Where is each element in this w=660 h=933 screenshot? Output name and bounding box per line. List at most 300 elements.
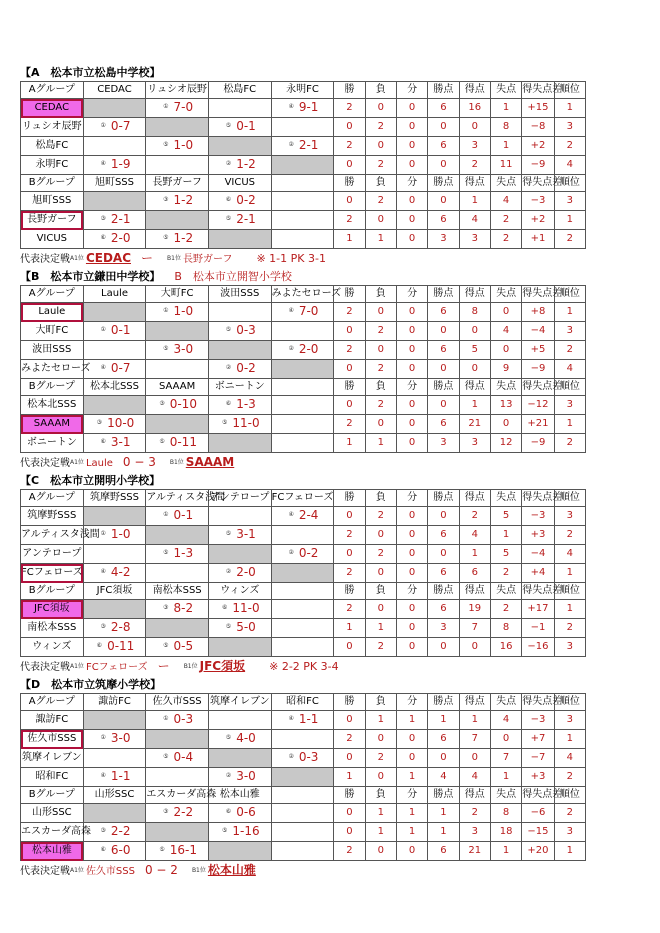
column-header: みよたセローズ [271,286,334,303]
match-score-cell [208,118,271,137]
column-header: 失点 [490,787,521,804]
column-header: 負 [365,787,396,804]
match-number: ④ [288,511,294,518]
empty-cell [271,804,334,823]
stat-cell: 6 [428,842,459,861]
column-header: 勝点 [428,694,459,711]
match-number: ③ [100,623,106,630]
self-match-cell [208,842,271,861]
match-number: ⑥ [225,196,232,203]
stat-cell: 0 [428,156,459,175]
match-number: ⑤ [225,530,232,537]
stat-cell: 2 [365,360,396,379]
column-header: ボニートン [208,379,271,396]
match-score: 0-6 [236,805,256,819]
column-header: 得点 [459,82,490,99]
column-header: 永明FC [271,82,334,99]
match-number: ⑤ [225,326,232,333]
column-header: 得失点差 [522,694,554,711]
match-score: 1-2 [173,193,194,207]
stat-cell: 0 [396,730,427,749]
stat-cell: 1 [459,396,490,415]
stat-cell: −6 [522,804,554,823]
column-header: ウィンズ [208,583,271,600]
match-score: 3-1 [236,527,256,541]
stat-cell: 1 [490,842,521,861]
table-row [21,804,586,823]
stat-cell: 5 [490,545,521,564]
match-score: 0-1 [173,508,194,522]
stat-cell: 5 [459,341,490,360]
stat-cell: 0 [334,118,365,137]
stat-cell: 4 [428,768,459,787]
stat-cell: 1 [459,192,490,211]
self-match-cell [83,303,146,322]
stat-cell: +7 [522,730,554,749]
stat-cell: 1 [490,768,521,787]
match-number: ② [225,160,232,167]
match-number: ④ [288,715,294,722]
match-score-cell [146,137,209,156]
stat-cell: +20 [522,842,554,861]
stat-cell: 0 [428,322,459,341]
stat-cell: 0 [459,749,490,768]
stat-cell: 4 [459,211,490,230]
rep-pos-a: A1位 [70,459,84,466]
match-score-cell [271,341,334,360]
stat-cell: 0 [428,638,459,657]
representative-match [20,453,640,472]
match-number: ⑤ [225,734,232,741]
stat-cell: 1 [334,230,365,249]
self-match-cell [146,823,209,842]
self-match-cell [271,564,334,583]
stat-cell: 1 [365,823,396,842]
column-header: 長野ガーフ [146,175,209,192]
match-score-cell [271,303,334,322]
match-score-cell [271,137,334,156]
column-header: 勝 [334,694,365,711]
column-header: アルティスタ浅間 [146,490,209,507]
stat-cell: 0 [334,360,365,379]
stat-cell: 3 [459,434,490,453]
stat-cell: −3 [522,711,554,730]
standings-table [20,693,586,861]
stat-cell: 1 [365,619,396,638]
match-score: 0-1 [236,119,256,133]
column-header: 失点 [490,583,521,600]
stat-cell: 7 [459,619,490,638]
match-score-cell [146,192,209,211]
stat-cell: 0 [459,360,490,379]
rep-pos-b: B1位 [169,459,184,466]
table-row [21,711,586,730]
column-header: 失点 [490,82,521,99]
rep-pos-a: A1位 [70,867,84,874]
group-label: Bグループ [21,175,84,192]
group-header-row [21,379,586,396]
column-header [271,583,334,600]
match-score-cell [146,545,209,564]
rep-score: ー [157,659,170,673]
stat-cell: 0 [365,211,396,230]
match-score-cell [83,211,146,230]
stat-cell: 3 [554,192,585,211]
column-header: FCフェローズ [271,490,334,507]
match-score-cell [146,711,209,730]
match-score: 1-3 [173,546,194,560]
stat-cell: 1 [365,804,396,823]
match-score: 11-0 [232,601,260,615]
rep-pos-b: B1位 [191,867,206,874]
stat-cell: 0 [396,526,427,545]
stat-cell: 3 [428,434,459,453]
stat-cell: 0 [365,768,396,787]
stat-cell: 2 [554,619,585,638]
match-score: 3-0 [173,342,194,356]
stat-cell: 0 [490,303,521,322]
match-score-cell [208,526,271,545]
column-header: 松島FC [208,82,271,99]
match-score-cell [146,341,209,360]
stat-cell: 1 [334,434,365,453]
team-name: 大町FC [21,322,84,341]
column-header: 昭和FC [271,694,334,711]
match-number: ⑤ [225,623,232,630]
table-row [21,768,586,787]
stat-cell: +5 [522,341,554,360]
match-score-cell [208,730,271,749]
stat-cell: 0 [396,341,427,360]
match-number: ① [163,715,169,722]
column-header: 順位 [554,175,585,192]
group-label: Aグループ [21,286,84,303]
stat-cell: 3 [459,230,490,249]
team-name: 波田SSS [21,341,84,360]
results-document [20,64,640,880]
match-score-cell [146,749,209,768]
empty-cell [83,749,146,768]
match-score: 5-0 [236,620,256,634]
team-name: Laule [21,303,84,322]
match-number: ⑥ [100,438,106,445]
table-row [21,507,586,526]
match-number: ② [288,141,294,148]
match-score: 0-4 [173,750,194,764]
column-header: 得失点差 [522,787,554,804]
match-score-cell [208,415,271,434]
match-number: ⑤ [163,345,169,352]
stat-cell: 3 [459,137,490,156]
stat-cell: 6 [428,211,459,230]
empty-cell [271,415,334,434]
stat-cell: −7 [522,749,554,768]
team-name: リュシオ辰野 [21,118,84,137]
stat-cell: 0 [459,638,490,657]
stat-cell: 0 [365,137,396,156]
team-name: ボニートン [21,434,84,453]
stat-cell: 1 [490,137,521,156]
column-header: 松本北SSS [83,379,146,396]
team-name: VICUS [21,230,84,249]
stat-cell: 16 [459,99,490,118]
column-header: 得点 [459,286,490,303]
stat-cell: +17 [522,600,554,619]
stat-cell: 3 [554,322,585,341]
section [20,268,640,472]
match-score-cell [83,564,146,583]
column-header: 負 [365,286,396,303]
stat-cell: 2 [365,749,396,768]
self-match-cell [208,434,271,453]
stat-cell: 0 [365,303,396,322]
table-row [21,564,586,583]
stat-cell: 6 [428,600,459,619]
stat-cell: 4 [459,526,490,545]
stat-cell: 8 [490,619,521,638]
empty-cell [271,823,334,842]
venue-title: 【A 松本市立松島中学校】 [20,66,161,79]
stat-cell: 2 [334,526,365,545]
stat-cell: 0 [365,730,396,749]
empty-cell [271,526,334,545]
self-match-cell [83,192,146,211]
stat-cell: 2 [365,396,396,415]
stat-cell: 1 [396,804,427,823]
match-score-cell [146,600,209,619]
match-score-cell [83,415,146,434]
match-score: 4-2 [110,565,131,579]
column-header: 分 [396,379,427,396]
match-score-cell [208,804,271,823]
group-header-row [21,175,586,192]
column-header: 勝 [334,286,365,303]
stat-cell: 0 [334,823,365,842]
match-score: 4-0 [236,731,256,745]
team-name: アルティスタ浅間 [21,526,84,545]
stat-cell: 1 [334,619,365,638]
stat-cell: 3 [554,638,585,657]
section-title [20,676,640,693]
empty-cell [83,137,146,156]
match-number: ③ [163,808,169,815]
column-header: 勝 [334,175,365,192]
stat-cell: 6 [428,526,459,545]
stat-cell: 9 [490,360,521,379]
stat-cell: 0 [334,749,365,768]
column-header: 勝点 [428,379,459,396]
column-header: 失点 [490,175,521,192]
match-score-cell [208,600,271,619]
stat-cell: 6 [428,137,459,156]
match-score: 3-1 [110,435,131,449]
venue-title: 【B 松本市立鎌田中学校】 [20,270,161,283]
stat-cell: 1 [554,415,585,434]
match-score-cell [83,230,146,249]
self-match-cell [146,526,209,545]
stat-cell: 0 [396,396,427,415]
stat-cell: 2 [554,230,585,249]
column-header: 波田SSS [208,286,271,303]
standings-table [20,81,586,249]
match-number: ② [288,753,294,760]
match-number: ⑤ [225,215,232,222]
column-header [271,175,334,192]
match-number: ① [163,307,169,314]
match-score: 1-0 [173,304,194,318]
column-header: 勝 [334,490,365,507]
match-score: 6-0 [110,843,131,857]
stat-cell: 1 [554,564,585,583]
match-score: 7-0 [173,100,194,114]
column-header: 失点 [490,286,521,303]
team-name: みよたセローズ [21,360,84,379]
team-name: 諏訪FC [21,711,84,730]
match-score-cell [208,192,271,211]
stat-cell: 0 [428,545,459,564]
stat-cell: 4 [490,711,521,730]
match-score: 2-1 [110,212,131,226]
column-header: 勝点 [428,82,459,99]
representative-match [20,249,640,268]
stat-cell: 1 [396,823,427,842]
column-header: 松本山雅 [208,787,271,804]
match-score-cell [83,619,146,638]
stat-cell: 0 [365,842,396,861]
match-score-cell [208,823,271,842]
table-row [21,360,586,379]
column-header: リュシオ辰野 [146,82,209,99]
stat-cell: 0 [334,192,365,211]
stat-cell: −16 [522,638,554,657]
match-score: 9-1 [298,100,319,114]
self-match-cell [208,341,271,360]
team-name: SAAAM [21,415,84,434]
match-score-cell [208,564,271,583]
stat-cell: 0 [365,564,396,583]
empty-cell [271,118,334,137]
match-number: ⑤ [163,549,169,556]
rep-score: ー [141,251,154,265]
stat-cell: 1 [554,600,585,619]
stat-cell: 2 [365,118,396,137]
stat-cell: 0 [428,118,459,137]
column-header: 山形SSC [83,787,146,804]
stat-cell: +2 [522,137,554,156]
stat-cell: 0 [428,749,459,768]
table-row [21,230,586,249]
match-score: 2-2 [173,805,194,819]
stat-cell: 3 [554,823,585,842]
stat-cell: 1 [554,99,585,118]
match-score: 1-0 [173,138,194,152]
stat-cell: 0 [396,322,427,341]
column-header: 負 [365,175,396,192]
rep-pk-note: ※ 2-2 PK 3-4 [269,660,339,673]
stat-cell: 0 [334,507,365,526]
stat-cell: 1 [554,303,585,322]
group-header-row [21,490,586,507]
stat-cell: 2 [490,564,521,583]
stat-cell: 2 [365,322,396,341]
stat-cell: 1 [428,823,459,842]
match-score: 1-0 [110,527,131,541]
stat-cell: 0 [396,600,427,619]
stat-cell: 0 [490,415,521,434]
stat-cell: 0 [396,842,427,861]
column-header: 諏訪FC [83,694,146,711]
match-score: 0-3 [236,323,256,337]
match-number: ① [163,103,169,110]
stat-cell: 21 [459,842,490,861]
stat-cell: 2 [334,303,365,322]
column-header: アンテロープ [208,490,271,507]
team-name: 山形SSC [21,804,84,823]
match-score: 0-10 [169,397,197,411]
rep-score: 0 − 2 [144,863,178,877]
stat-cell: +1 [522,230,554,249]
match-score-cell [271,507,334,526]
column-header: 順位 [554,286,585,303]
stat-cell: 4 [554,360,585,379]
match-score-cell [83,360,146,379]
stat-cell: 5 [490,507,521,526]
empty-cell [208,303,271,322]
stat-cell: 2 [459,507,490,526]
self-match-cell [83,99,146,118]
stat-cell: 0 [396,156,427,175]
match-number: ⑤ [159,846,165,853]
match-number: ⑤ [163,141,169,148]
empty-cell [271,192,334,211]
empty-cell [271,638,334,657]
self-match-cell [208,638,271,657]
match-score-cell [208,322,271,341]
rep-label: 代表決定戦 [20,662,70,673]
match-score: 16-1 [169,843,197,857]
column-header: 勝点 [428,286,459,303]
self-match-cell [208,749,271,768]
stat-cell: −4 [522,322,554,341]
column-header: 得失点差 [522,175,554,192]
match-score-cell [83,434,146,453]
stat-cell: 2 [365,192,396,211]
stat-cell: 6 [428,303,459,322]
column-header: 分 [396,694,427,711]
column-header: 得失点差 [522,82,554,99]
stat-cell: 8 [459,303,490,322]
stat-cell: 0 [459,118,490,137]
stat-cell: 2 [554,341,585,360]
stat-cell: 4 [554,156,585,175]
match-score-cell [146,396,209,415]
stat-cell: −9 [522,434,554,453]
match-score-cell [271,545,334,564]
column-header: 負 [365,490,396,507]
match-score: 0-3 [173,712,194,726]
rep-team-a: FCフェローズ [85,662,148,673]
stat-cell: 4 [459,768,490,787]
column-header: 得点 [459,694,490,711]
column-header: 順位 [554,379,585,396]
match-number: ⑤ [221,827,228,834]
match-score-cell [208,619,271,638]
column-header [271,379,334,396]
section [20,472,640,676]
stat-cell: 2 [490,211,521,230]
column-header: 勝 [334,787,365,804]
column-header: 順位 [554,787,585,804]
